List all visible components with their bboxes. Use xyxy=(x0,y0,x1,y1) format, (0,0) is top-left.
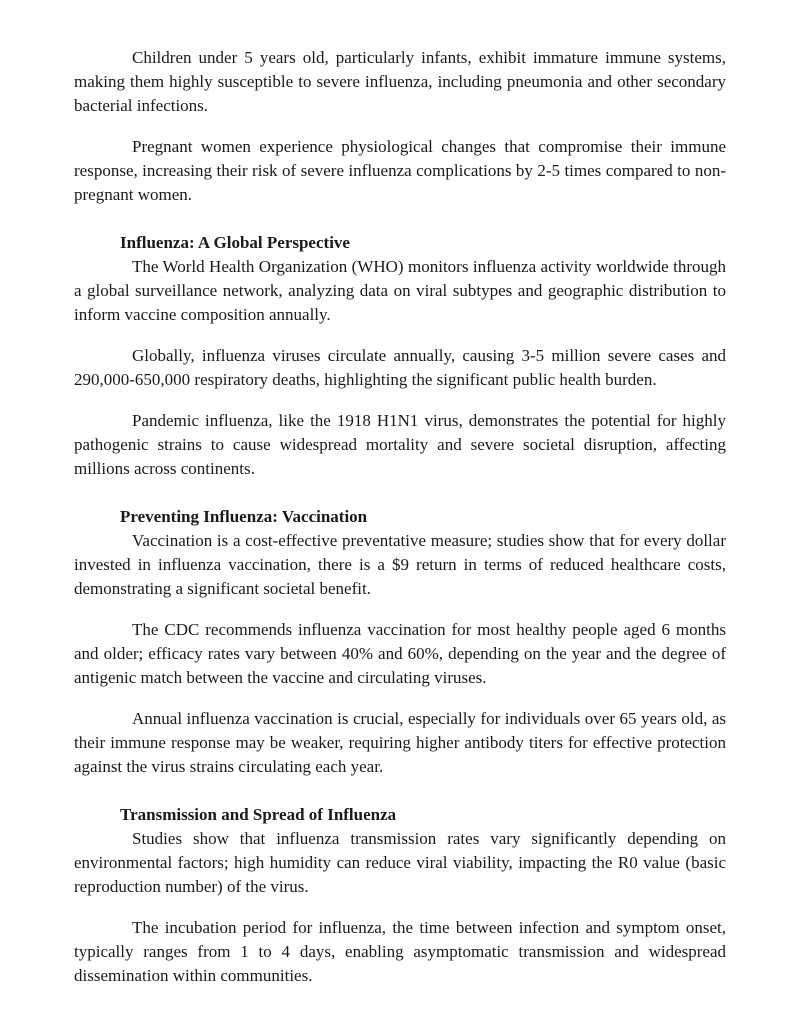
section-heading: Transmission and Spread of Influenza xyxy=(120,805,397,824)
section-global-perspective xyxy=(74,231,726,481)
section-heading: Preventing Influenza: Vaccination xyxy=(120,507,368,526)
section-heading: Influenza: A Global Perspective xyxy=(120,233,350,252)
paragraph-who-surveillance: The World Health Organization (WHO) monitors influenza activity worldwide through a global surveillance network, analyzing data on viral subtypes and geographic distribution to inform vaccine composition annually. xyxy=(74,257,726,324)
paragraph-children-risk: Children under 5 years old, particularly infants, exhibit immature immune systems, making them highly susceptible to severe influenza, including pneumonia and other secondary bacterial infections. xyxy=(74,48,726,115)
paragraph-transmission-rates: Studies show that influenza transmission rates vary significantly depending on environmental factors; high humidity can reduce viral viability, impacting the R0 value (basic reproduction number) of the virus. xyxy=(74,829,726,896)
paragraph-cdc-recommendation: The CDC recommends influenza vaccination for most healthy people aged 6 months and older; efficacy rates vary between 40% and 60%, depending on the year and the degree of antigenic match between the vaccine and circulating viruses. xyxy=(74,620,726,687)
paragraph-global-burden: Globally, influenza viruses circulate annually, causing 3-5 million severe cases and 290,000-650,000 respiratory deaths, highlighting the significant public health burden. xyxy=(74,346,726,389)
paragraph-pregnant-risk: Pregnant women experience physiological changes that compromise their immune response, increasing their risk of severe influenza complications by 2-5 times compared to non-pregnant women. xyxy=(74,137,726,204)
paragraph-incubation-period: The incubation period for influenza, the time between infection and symptom onset, typically ranges from 1 to 4 days, enabling asymptomatic transmission and widespread dissemination within communities. xyxy=(74,918,726,985)
paragraph-pandemic-influenza: Pandemic influenza, like the 1918 H1N1 virus, demonstrates the potential for highly pathogenic strains to cause widespread mortality and severe societal disruption, affecting millions across continents. xyxy=(74,411,726,478)
paragraph-annual-vaccination: Annual influenza vaccination is crucial, especially for individuals over 65 years old, as their immune response may be weaker, requiring higher antibody titers for effective protection against the virus strains circulating each year. xyxy=(74,709,726,776)
document-page xyxy=(74,46,726,1005)
paragraph-cost-effectiveness: Vaccination is a cost-effective preventative measure; studies show that for every dollar invested in influenza vaccination, there is a $9 return in terms of reduced healthcare costs, demonstrating a significant societal benefit. xyxy=(74,531,726,598)
section-vaccination xyxy=(74,505,726,779)
section-transmission xyxy=(74,803,726,988)
